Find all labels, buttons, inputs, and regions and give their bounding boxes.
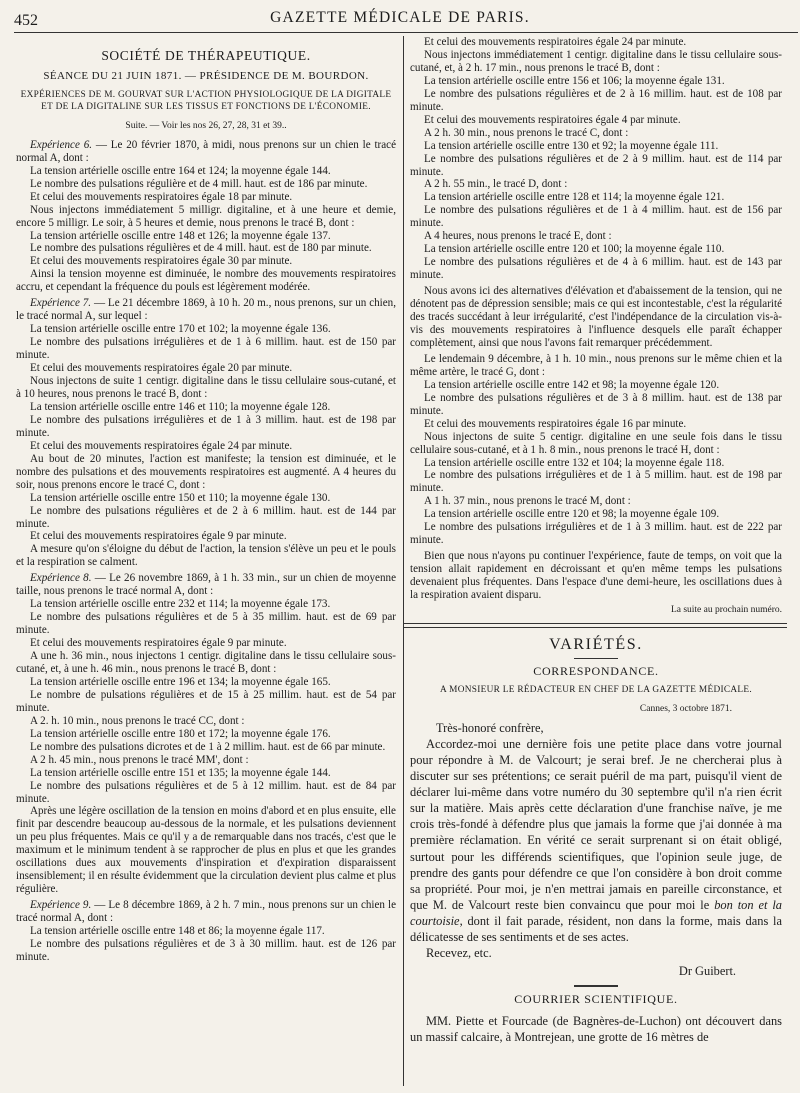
experiment-8 [16,572,396,896]
paragraph: Et celui des mouvements respiratoires égale 4 par minute. [424,113,681,126]
section-rule [403,623,787,624]
paragraph: La tension artérielle oscille entre 170 et 102; la moyenne égale 136. [30,323,331,336]
paragraph: Le nombre des pulsations régulières et de 5 à 35 millim. haut. est de 69 par minute. [16,611,396,637]
paragraph: Le nombre des pulsations régulière et de 4 mill. haut. est de 186 par minute. [30,177,368,190]
divider [574,985,618,987]
paragraph: Et celui des mouvements respiratoires égale 9 par minute. [30,637,287,650]
paragraph: Le nombre des pulsations régulières et de 4 à 6 millim. haut. est de 143 par minute. [410,256,782,282]
paragraph: Bien que nous n'ayons pu continuer l'expérience, faute de temps, on voit que la tension allait rapidement en décroissant et qu'en même temps les pulsations devenaient plus fréquentes. Dans l'espace d'une demi-heure, les oscillations dues à la respiration avaient disparu. [410,550,782,602]
paragraph: La tension artérielle oscille entre 148 et 126; la moyenne égale 137. [30,229,331,242]
paragraph: Nous injectons immédiatement 1 centigr. digitaline dans le tissu cellulaire sous-cutané, et, à 2 h. 17 min., nous prenons le tracé B, dont : [410,48,782,74]
experiment-7 [16,297,396,569]
experiment-9 [16,899,396,964]
experiment-label: Expérience 8. [30,572,92,585]
continuation-note: La suite au prochain numéro. [670,604,782,615]
paragraph: A 2 h. 45 min., nous prenons le tracé MM', dont : [30,753,249,766]
paragraph: Nous injectons immédiatement 5 milligr. digitaline, et à une heure et demie, encore 5 milligr. Le soir, à 5 heures et demie, nous prenons le tracé B, dont : [16,203,396,229]
letter-text: Accordez-moi une dernière fois une petite place dans votre journal pour répondre à M. de Valcourt; je serai bref. Je ne chercherai plus à discuter sur ses prétentions; ce serait puéril de ma part, puisqu'il vient de déclarer lui-même dans votre numéro du 30 septembre qu'il n'a rien écrit sur la matière. Mais après cette déclaration d'une franchise naïve, je me crois très-fondé à défendre plus que jamais la forme que j'ai donnée à ma première réclamation. En vérité ce serait surprenant si on était obligé, surtout pour les différends scientifiques, que l'opinion seule juge, de prendre des gants pour défendre ce que l'on considère à bon droit comme sa propriété. Pour moi, je n'en mettrai jamais en pareille circonstance, et que M. de Valcourt reste bien convaincu que pour moi le [410,736,782,912]
salutation: Très-honoré confrère, [436,720,544,735]
paragraph: A 4 heures, nous prenons le tracé E, dont : [424,230,612,243]
paragraph: La tension artérielle oscille entre 132 et 104; la moyenne égale 118. [424,456,725,469]
signature: Dr Guibert. [678,964,736,979]
header-rule [14,32,798,33]
paragraph: Le lendemain 9 décembre, à 1 h. 10 min., nous prenons sur le même chien et la même artère, le tracé G, dont : [410,352,782,378]
paragraph: La tension artérielle oscille entre 148 et 86; la moyenne égale 117. [30,925,325,938]
paragraph: A mesure qu'on s'éloigne du début de l'action, la tension s'élève un peu et le pouls et la respiration se calment. [16,543,396,569]
paragraph: Et celui des mouvements respiratoires égale 16 par minute. [424,417,687,430]
paragraph: Le nombre des pulsations régulières et de 3 à 30 millim. haut. est de 126 par minute. [16,938,396,963]
column-divider [403,36,404,1086]
paragraph: A 2. h. 10 min., nous prenons le tracé CC, dont : [30,714,245,727]
paragraph: Ainsi la tension moyenne est diminuée, le nombre des mouvements respiratoires accru, et cependant la fréquence du pouls est légèrement modérée. [16,268,396,294]
paragraph: Au bout de 20 minutes, l'action est manifeste; la tension est diminuée, et le nombre des pulsations et des mouvements respiratoires est augmenté. A 4 heures du soir, nous prenons encore le tracé C, dont : [16,452,396,491]
paragraph: Et celui des mouvements respiratoires égale 9 par minute. [30,530,287,543]
section-title: VARIÉTÉS. [549,635,643,653]
experiment-label: Expérience 9. [30,899,92,912]
paragraph: La tension artérielle oscille entre 151 et 135; la moyenne égale 144. [30,766,331,779]
paragraph: La tension artérielle oscille entre 142 et 98; la moyenne égale 120. [424,378,720,391]
paragraph: Le nombre des pulsations régulières et de 2 à 9 millim. haut. est de 114 par minute. [410,152,782,178]
paragraph: A une h. 36 min., nous injectons 1 centigr. digitaline dans le tissu cellulaire sous-cutané, et, à une h. 46 min., nous prenons le tracé B, dont : [16,650,396,675]
paragraph: — Le 26 novembre 1869, à 1 h. 33 min., sur un chien de moyenne taille, nous prenons le tracé normal A, dont : [16,572,397,598]
paragraph: Et celui des mouvements respiratoires égale 18 par minute. [30,190,293,203]
paragraph: — Le 21 décembre 1869, à 10 h. 20 m., nous prenons, sur un chien, le tracé normal A, sur lequel : [16,297,397,323]
paragraph: Et celui des mouvements respiratoires égale 24 par minute. [30,439,293,452]
letter-text: , dont il fait parade, résident, non dans la forme, mais dans la délicatesse de ses sentiments et de ses actes. [410,913,782,945]
paragraph: MM. Piette et Fourcade (de Bagnères-de-Luchon) ont découvert dans un massif calcaire, à Montrejean, une grotte de 16 mètres de [410,1014,782,1045]
page-header [0,0,800,32]
paragraph: La tension artérielle oscille entre 156 et 106; la moyenne égale 131. [424,74,725,87]
paragraph: Et celui des mouvements respiratoires égale 30 par minute. [30,255,293,268]
paragraph: Le nombre des pulsations régulières et de 5 à 12 millim. haut. est de 84 par minute. [16,779,396,805]
page-number: 452 [14,12,38,29]
paragraph: Le nombre des pulsations irrégulières et de 1 à 3 millim. haut. est de 198 par minute. [16,413,396,439]
paragraph: La tension artérielle oscille entre 196 et 134; la moyenne égale 165. [30,675,331,688]
paragraph: Le nombre des pulsations régulières et de 4 mill. haut. est de 180 par minute. [30,242,372,255]
journal-title: GAZETTE MÉDICALE DE PARIS. [270,9,530,26]
paragraph: A 2 h. 30 min., nous prenons le tracé C, dont : [424,126,629,139]
article-heading: EXPÉRIENCES DE M. GOURVAT SUR L'ACTION PHYSIOLOGIQUE DE LA DIGITALE ET DE LA DIGITALINE SUR LES TISSUS ET FONCTIONS DE L'ÉCONOMIE. [20,89,392,112]
divider [574,658,618,659]
paragraph: Le nombre des pulsations irrégulières et de 1 à 6 millim. haut. est de 150 par minute. [16,336,396,362]
paragraph: La tension artérielle oscille entre 150 et 110; la moyenne égale 130. [30,491,331,504]
paragraph: Le nombre des pulsations régulières et de 2 à 16 millim. haut. est de 108 par minute. [410,87,782,113]
paragraph: A 2 h. 55 min., le tracé D, dont : [424,178,568,191]
subsection-title: COURRIER SCIENTIFIQUE. [514,992,678,1007]
experiment-6 [16,139,396,294]
paragraph: Et celui des mouvements respiratoires égale 20 par minute. [30,362,293,375]
session-line: SÉANCE DU 21 JUIN 1871. — PRÉSIDENCE DE M. BOURDON. [43,69,369,82]
paragraph: Nous avons ici des alternatives d'élévation et d'abaissement de la tension, qui ne dénotent pas de dépression sensible; mais ce qui est incontestable, c'est la régularité des tracés succédant à leur irrégularité, c'est l'indépendance de la circulation vis-à-vis des mouvements respiratoires à l'influence desquels elle paraît échapper complètement, ainsi que nous l'avons fait remarquer précédemment. [410,285,782,349]
letter [410,720,782,1046]
paragraph: La tension artérielle oscille entre 146 et 110; la moyenne égale 128. [30,400,331,413]
paragraph: La tension artérielle oscille entre 120 et 98; la moyenne égale 109. [424,508,720,521]
paragraph: Nous injectons de suite 1 centigr. digitaline dans le tissu cellulaire sous-cutané, et à 10 heures, nous prenons le tracé B, dont : [16,375,396,400]
section-title: SOCIÉTÉ DE THÉRAPEUTIQUE. [101,48,311,63]
experiment-label: Expérience 7. [30,297,92,310]
paragraph: Le nombre des pulsations régulières et de 1 à 4 millim. haut. est de 156 par minute. [410,204,782,230]
left-column [16,36,396,964]
paragraph: La tension artérielle oscille entre 232 et 114; la moyenne égale 173. [30,598,331,611]
paragraph: — Le 8 décembre 1869, à 2 h. 7 min., nous prenons sur un chien le tracé normal A, dont : [16,899,397,925]
paragraph: Le nombre des pulsations dicrotes et de 1 à 2 millim. haut. est de 66 par minute. [30,740,386,753]
paragraph: La tension artérielle oscille entre 120 et 100; la moyenne égale 110. [424,243,725,256]
closing: Recevez, etc. [426,946,492,961]
paragraph: Le nombre des pulsations régulières et de 2 à 6 millim. haut. est de 144 par minute. [16,504,396,530]
experiment-label: Expérience 6. [30,138,93,151]
addressee-line: A MONSIEUR LE RÉDACTEUR EN CHEF DE LA GAZETTE MÉDICALE. [440,684,752,695]
paragraph: Nous injectons de suite 5 centigr. digitaline en une seule fois dans le tissu cellulaire sous-cutané, et à 1 h. 8 min., nous prenons le tracé H, dont : [410,430,782,456]
section-rule [403,627,787,628]
paragraph: La tension artérielle oscille entre 180 et 172; la moyenne égale 176. [30,727,331,740]
letter-body [410,736,782,945]
right-column [410,36,782,1046]
paragraph: La tension artérielle oscille entre 128 et 114; la moyenne égale 121. [424,191,725,204]
paragraph: Le nombre des pulsations irrégulières et de 1 à 3 millim. haut. est de 222 par minute. [410,521,782,547]
paragraph: — Le 20 février 1870, à midi, nous prenons sur un chien le tracé normal A, dont : [16,138,396,164]
paragraph: Après une légère oscillation de la tension en moins d'abord et en plus ensuite, elle finit par descendre beaucoup au-dessous de la normale, et les pulsations deviennent un peu plus fréquentes. Mais ce qu'il y a de remarquable dans nos tracés, c'est que le maximum et le minimum tendent à se rapprocher de plus en plus et que les grandes oscillations dues aux mouvements d'inspiration et d'expiration disparaissent insensiblement; il en résulte évidemment que la circulation devient plus calme et plus régulière. [16,805,396,896]
paragraph: Et celui des mouvements respiratoires égale 24 par minute. [424,36,687,48]
continuation-note: Suite. — Voir les nos 26, 27, 28, 31 et 39.. [125,120,287,131]
paragraph: A 1 h. 37 min., nous prenons le tracé M, dont : [424,495,631,508]
paragraph: La tension artérielle oscille entre 130 et 92; la moyenne égale 111. [424,139,719,152]
paragraph: Le nombre des pulsations régulières et de 3 à 8 millim. haut. est de 138 par minute. [410,391,782,417]
paragraph: La tension artérielle oscille entre 164 et 124; la moyenne égale 144. [30,164,331,177]
place-date: Cannes, 3 octobre 1871. [639,703,732,714]
paragraph: Le nombre de pulsations régulières et de 15 à 25 millim. haut. est de 54 par minute. [16,688,396,714]
letter-emphasis: bon ton et la courtoisie [410,897,782,928]
subsection-title: CORRESPONDANCE. [533,663,659,678]
paragraph: Le nombre des pulsations irrégulières et de 1 à 5 millim. haut. est de 198 par minute. [410,469,782,495]
